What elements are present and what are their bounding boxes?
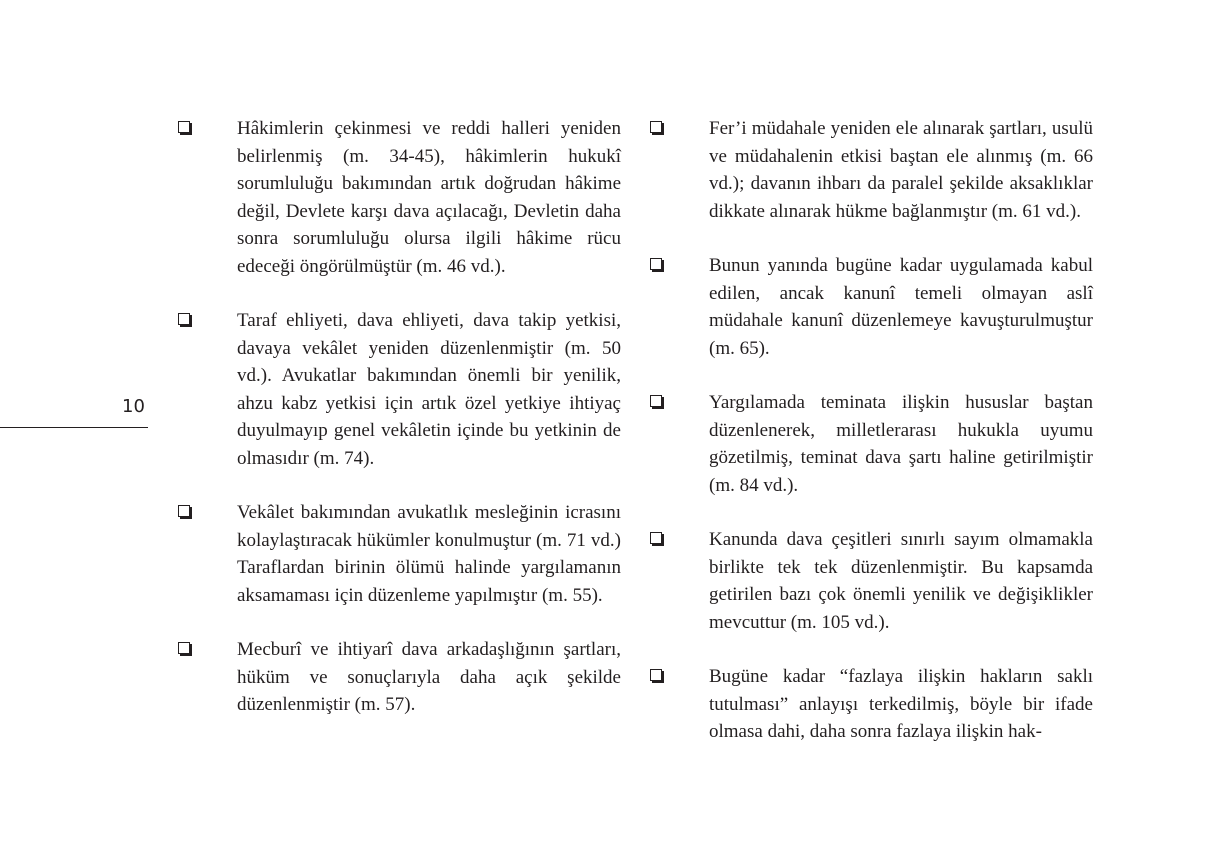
list-item-text: Kanunda dava çeşitleri sınırlı sayım olmamakla birlikte tek tek düzenlenmiştir. Bu kapsamda getirilen bazı çok önemli yenilik ve değişiklikler mevcuttur (m. 105 vd.). [709, 529, 1093, 633]
right-column [650, 115, 1093, 773]
list-item-text: Mecburî ve ihtiyarî dava arkadaşlığının şartları, hüküm ve sonuçlarıyla daha açık şekilde düzenlenmiştir (m. 57). [237, 639, 621, 715]
list-item [178, 307, 621, 472]
list-item-text: Yargılamada teminata ilişkin hususlar baştan düzenlenerek, milletlerarası hukukla uyumu gözetilmiş, teminat dava şartı haline getirilmiştir (m. 84 vd.). [709, 392, 1093, 496]
list-item-text: Hâkimlerin çekinmesi ve reddi halleri yeniden belirlenmiş (m. 34-45), hâkimlerin hukukî sorumluluğu bakımından artık doğrudan hâkime değil, Devlete karşı dava açılacağı, Devletin daha sonra sorumluluğu olursa ilgili hâkime rücu edeceği öngörülmüştür (m. 46 vd.). [237, 118, 621, 277]
left-column [178, 115, 621, 746]
page-number: 10 [122, 396, 145, 417]
checkbox-icon [178, 121, 190, 133]
list-item-text: Bugüne kadar “fazlaya ilişkin hakların saklı tutulması” anlayışı terkedilmiş, böyle bir ifade olmasa dahi, daha sonra fazlaya ilişkin hak- [709, 666, 1093, 742]
list-item [650, 663, 1093, 746]
checkbox-icon [650, 258, 662, 270]
list-item [650, 252, 1093, 362]
list-item [650, 526, 1093, 636]
list-item [650, 389, 1093, 499]
list-item [178, 636, 621, 719]
list-item [178, 499, 621, 609]
checkbox-icon [178, 313, 190, 325]
page-number-rule [0, 427, 148, 428]
checkbox-icon [650, 395, 662, 407]
checkbox-icon [178, 642, 190, 654]
list-item [650, 115, 1093, 225]
checkbox-icon [650, 669, 662, 681]
list-item-text: Fer’i müdahale yeniden ele alınarak şartları, usulü ve müdahalenin etkisi baştan ele alınmış (m. 66 vd.); davanın ihbarı da paralel şekilde aksaklıklar dikkate alınarak hükme bağlanmıştır (m. 61 vd.). [709, 118, 1093, 222]
list-item [178, 115, 621, 280]
list-item-text: Taraf ehliyeti, dava ehliyeti, dava takip yetkisi, davaya vekâlet yeniden düzenlenmiştir (m. 50 vd.). Avukatlar bakımından önemli bir yenilik, ahzu kabz yetkisi için artık özel yetkiye ihtiyaç duyulmayıp genel vekâletin içinde bu yetkinin de olmasıdır (m. 74). [237, 310, 621, 469]
list-item-text: Bunun yanında bugüne kadar uygulamada kabul edilen, ancak kanunî temeli olmayan aslî müdahale kanunî düzenlemeye kavuşturulmuştur (m. 65). [709, 255, 1093, 359]
checkbox-icon [650, 121, 662, 133]
checkbox-icon [178, 505, 190, 517]
checkbox-icon [650, 532, 662, 544]
list-item-text: Vekâlet bakımından avukatlık mesleğinin icrasını kolaylaştıracak hükümler konulmuştur (m. 71 vd.) Taraflardan birinin ölümü halinde yargılamanın aksamaması için düzenleme yapılmıştır (m. 55). [237, 502, 621, 606]
